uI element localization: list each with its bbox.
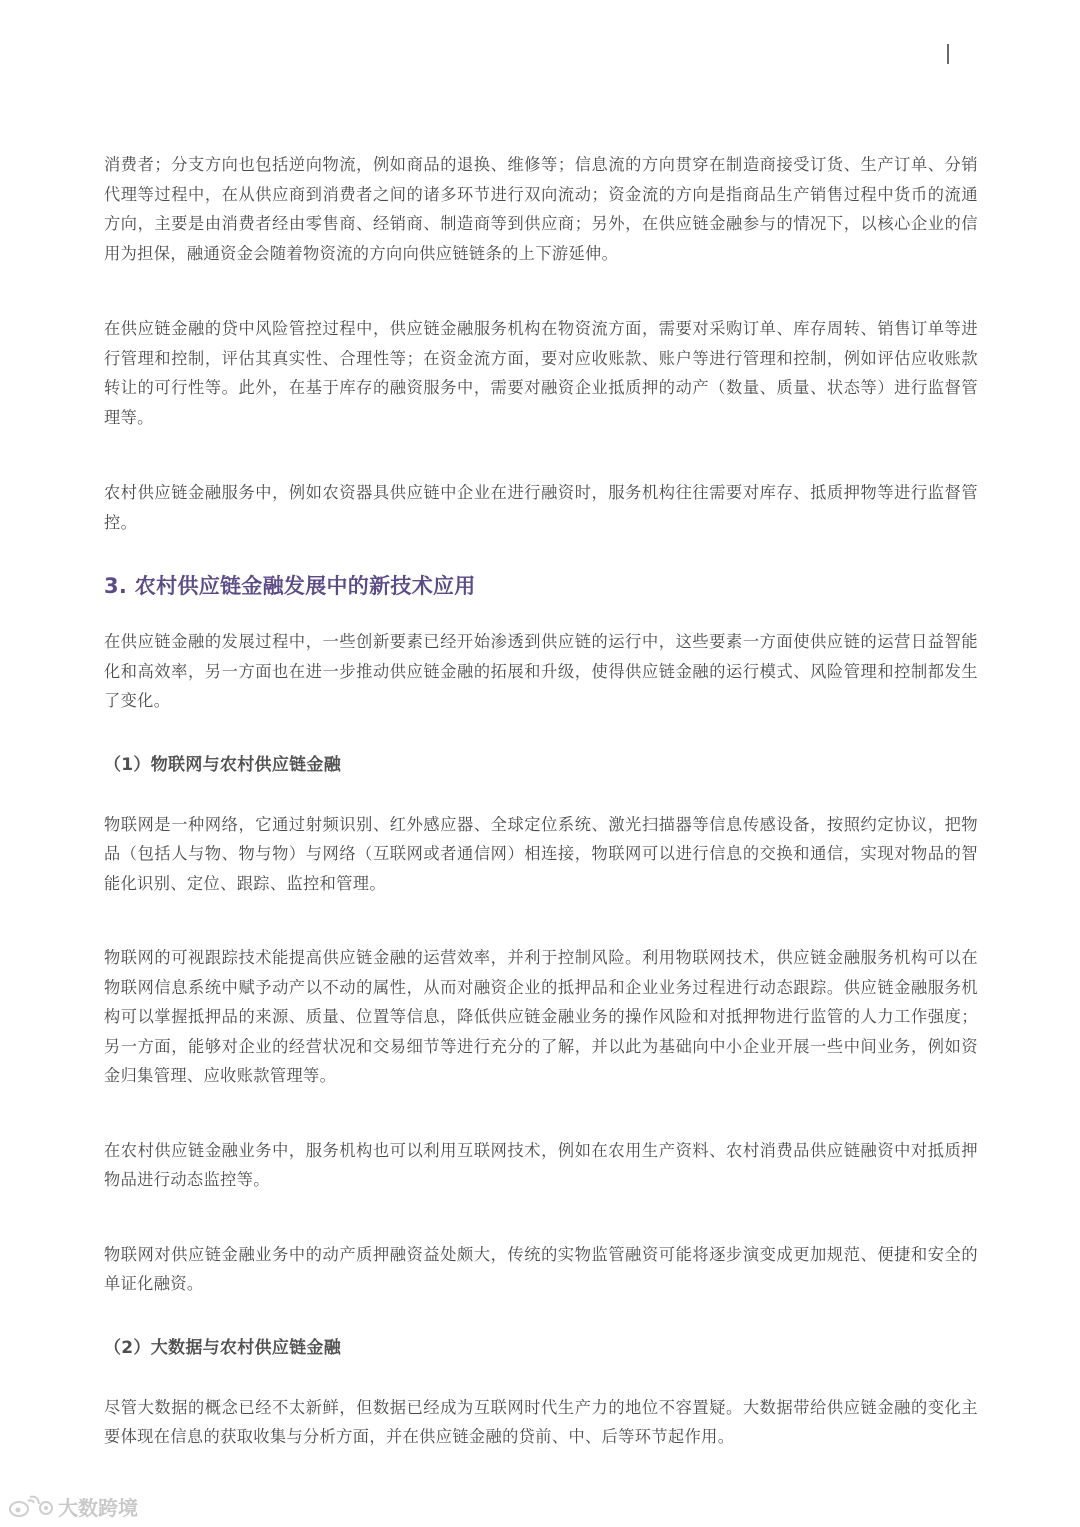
paragraph-iot-tracking: 物联网的可视跟踪技术能提高供应链金融的运营效率，并利于控制风险。利用物联网技术，供应链金融服务机构可以在物联网信息系统中赋予动产以不动的属性，从而对融资企业的抵押品和企业业务过程进行动态跟踪。供应链金融服务机构可以掌握抵押品的来源、质量、位置等信息，降低供应链金融业务的操作风险和对抵押物进行监管的人力工作强度；另一方面，能够对企业的经营状况和交易细节等进行充分的了解，并以此为基础向中小企业开展一些中间业务，例如资金归集管理、应收账款管理等。 [104,948,978,1085]
paragraph-risk-control: 在供应链金融的贷中风险管控过程中，供应链金融服务机构在物资流方面，需要对采购订单、库存周转、销售订单等进行管理和控制，评估其真实性、合理性等；在资金流方面，要对应收账款、账户等进行管理和控制，例如评估应收账款转让的可行性等。此外，在基于库存的融资服务中，需要对融资企业抵质押的动产（数量、质量、状态等）进行监督管理等。 [104,319,978,427]
page-marker [947,44,949,64]
subheading-bigdata: （2）大数据与农村供应链金融 [104,1337,342,1358]
paragraph-iot-rural: 在农村供应链金融业务中，服务机构也可以利用互联网技术，例如在农用生产资料、农村消费品供应链融资中对抵质押物品进行动态监控等。 [104,1140,978,1189]
subheading-iot: （1）物联网与农村供应链金融 [104,754,342,775]
document-body [104,150,978,1452]
paragraph-iot-definition: 物联网是一种网络，它通过射频识别、红外感应器、全球定位系统、激光扫描器等信息传感设备，按照约定协议，把物品（包括人与物、物与物）与网络（互联网或者通信网）相连接，物联网可以进行信息的交换和通信，实现对物品的智能化识别、定位、跟踪、监控和管理。 [104,814,978,893]
watermark-text: 大数跨境 [58,1496,138,1520]
paragraph-rural-service: 农村供应链金融服务中，例如农资器具供应链中企业在进行融资时，服务机构往往需要对库存、抵质押物等进行监督管控。 [104,483,978,532]
watermark [8,1492,138,1521]
weibo-logo-icon [8,1495,54,1519]
paragraph-iot-pledge: 物联网对供应链金融业务中的动产质押融资益处颇大，传统的实物监管融资可能将逐步演变成更加规范、便捷和安全的单证化融资。 [104,1244,978,1293]
paragraph-flows: 消费者；分支方向也包括逆向物流，例如商品的退换、维修等；信息流的方向贯穿在制造商接受订货、生产订单、分销代理等过程中，在从供应商到消费者之间的诸多环节进行双向流动；资金流的方向是指商品生产销售过程中货币的流通方向，主要是由消费者经由零售商、经销商、制造商等到供应商；另外，在供应链金融参与的情况下，以核心企业的信用为担保，融通资金会随着物资流的方向向供应链链条的上下游延伸。 [104,155,978,263]
paragraph-bigdata: 尽管大数据的概念已经不太新鲜，但数据已经成为互联网时代生产力的地位不容置疑。大数据带给供应链金融的变化主要体现在信息的获取收集与分析方面，并在供应链金融的贷前、中、后等环节起作用。 [104,1397,978,1446]
section-heading: 3. 农村供应链金融发展中的新技术应用 [104,574,476,598]
paragraph-innovation: 在供应链金融的发展过程中，一些创新要素已经开始渗透到供应链的运行中，这些要素一方面使供应链的运营日益智能化和高效率，另一方面也在进一步推动供应链金融的拓展和升级，使得供应链金融的运行模式、风险管理和控制都发生了变化。 [104,632,978,710]
